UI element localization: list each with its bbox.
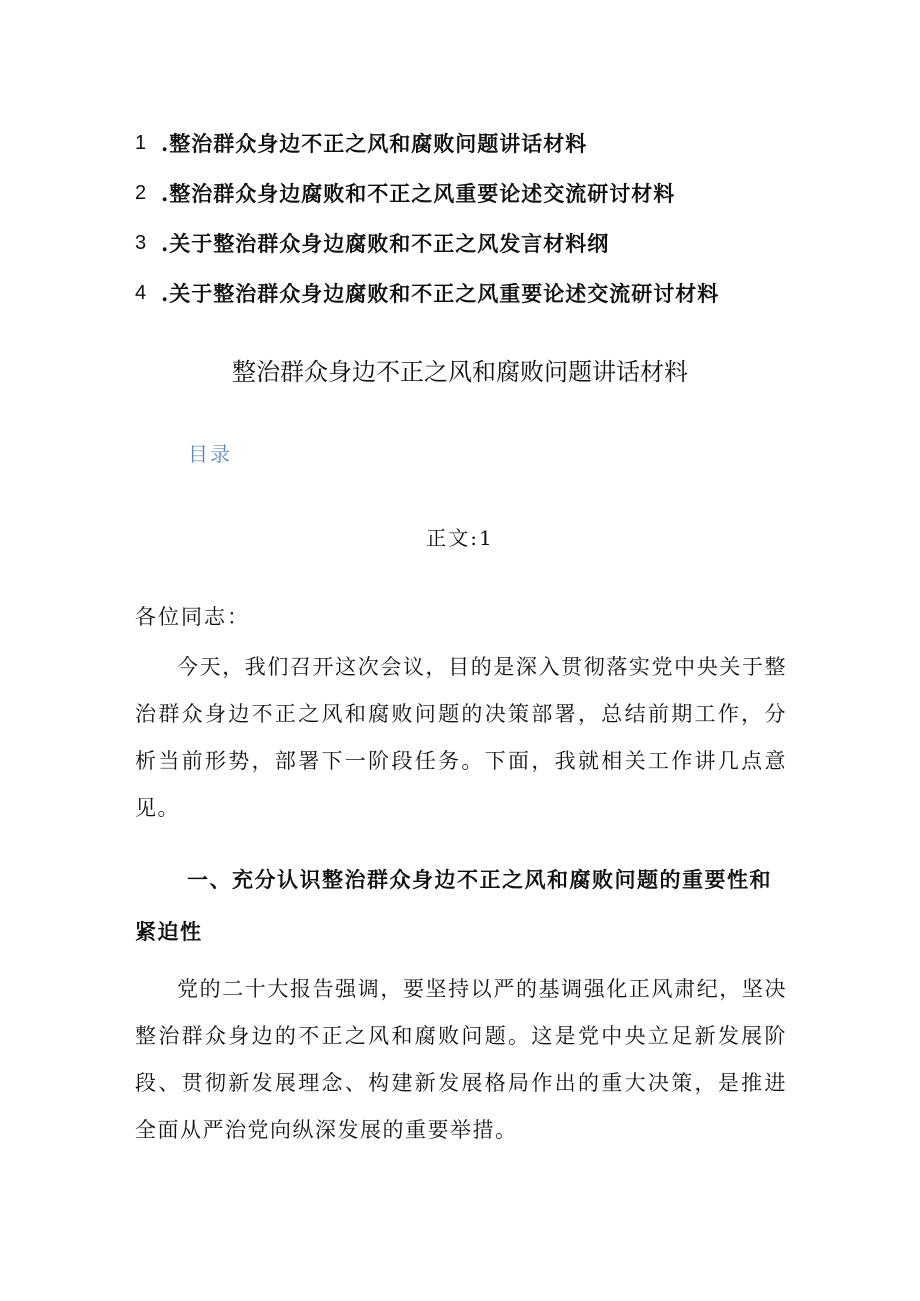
toc-item-title: .关于整治群众身边腐败和不正之风重要论述交流研讨材料 bbox=[161, 281, 720, 306]
toc-item-title: .整治群众身边不正之风和腐败问题讲话材料 bbox=[161, 131, 588, 156]
toc-item-number: 4 bbox=[135, 281, 148, 304]
section-1-paragraph: 党的二十大报告强调，要坚持以严的基调强化正风肃纪，坚决整治群众身边的不正之风和腐败问题。这是党中央立足新发展阶段、贯彻新发展理念、构建新发展格局作出的重大决策，是推进全面从严治党向纵深发展的重要举措。 bbox=[135, 977, 787, 1142]
body-section-label: 正文:1 bbox=[426, 526, 494, 550]
toc-item-1[interactable] bbox=[135, 118, 815, 168]
toc-item-title: .整治群众身边腐败和不正之风重要论述交流研讨材料 bbox=[161, 181, 676, 206]
section-heading-1: 一、充分认识整治群众身边不正之风和腐败问题的重要性和紧迫性 bbox=[135, 867, 772, 944]
greeting: 各位同志： bbox=[135, 605, 250, 629]
toc-item-4[interactable] bbox=[135, 268, 815, 318]
toc-item-number: 3 bbox=[135, 231, 148, 254]
toc-item-2[interactable] bbox=[135, 168, 815, 218]
toc-item-3[interactable] bbox=[135, 218, 815, 268]
toc-item-number: 1 bbox=[135, 131, 148, 154]
catalog-link[interactable]: 目录 bbox=[188, 442, 232, 466]
opening-paragraph: 今天，我们召开这次会议，目的是深入贯彻落实党中央关于整治群众身边不正之风和腐败问题的决策部署，总结前期工作，分析当前形势，部署下一阶段任务。下面，我就相关工作讲几点意见。 bbox=[135, 655, 787, 820]
table-of-contents bbox=[135, 118, 815, 318]
toc-item-number: 2 bbox=[135, 181, 148, 204]
document-title: 整治群众身边不正之风和腐败问题讲话材料 bbox=[232, 358, 688, 386]
toc-item-title: .关于整治群众身边腐败和不正之风发言材料纲 bbox=[161, 231, 610, 256]
